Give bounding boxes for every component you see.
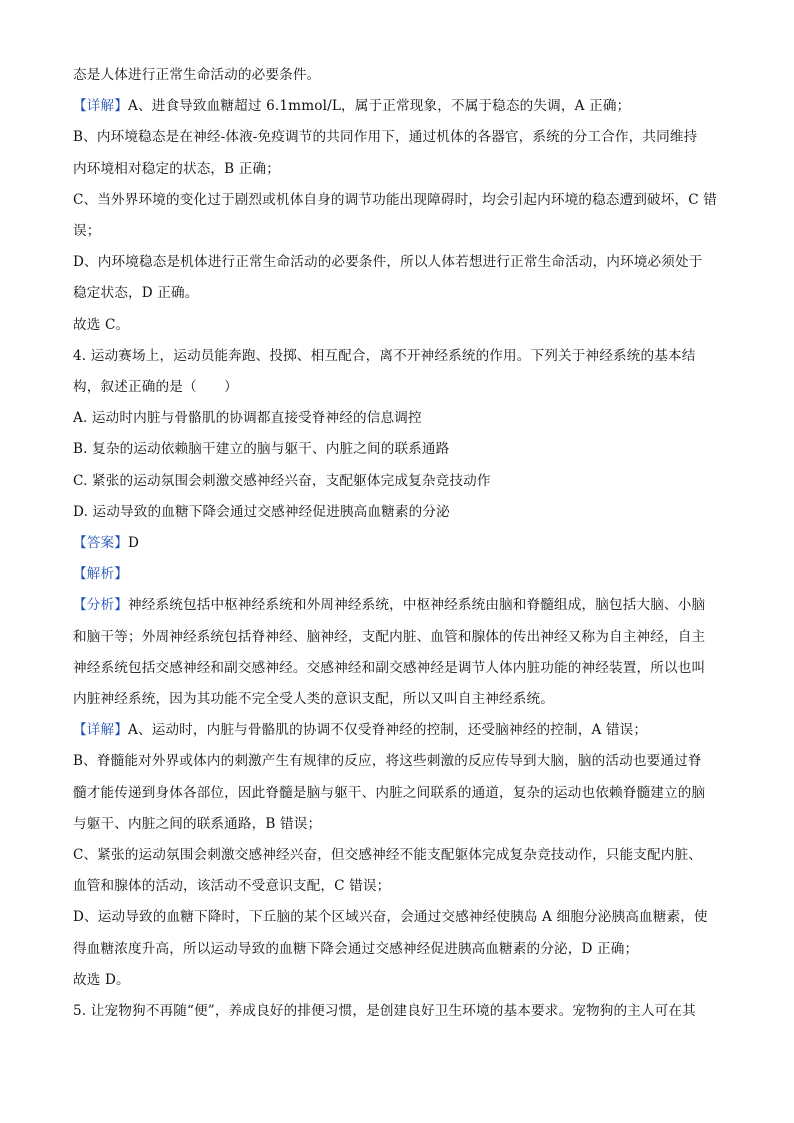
text-line: 【详解】A、进食导致血糖超过 6.1mmol/L，属于正常现象，不属于稳态的失调，A 正确； — [73, 98, 631, 115]
answer-line: 【答案】D — [73, 535, 140, 552]
text-line: 神经系统包括交感神经和副交感神经。交感神经和副交感神经是调节人体内脏功能的神经装置，所以也叫 — [73, 659, 706, 676]
question-stem: 构，叙述正确的是（ ） — [73, 379, 238, 396]
text-line: 稳定状态，D 正确。 — [73, 285, 199, 302]
option-d: D. 运动导致的血糖下降会通过交感神经促进胰高血糖素的分泌 — [73, 503, 450, 520]
question-stem: 5. 让宠物狗不再随“便”，养成良好的排便习惯，是创建良好卫生环境的基本要求。宠物狗的主人可在其 — [73, 1003, 696, 1020]
text-line: 髓才能传递到身体各部位，因此脊髓是脑与躯干、内脏之间联系的通道，复杂的运动也依赖脊髓建立的脑 — [73, 784, 706, 801]
text-line: 与躯干、内脏之间的联系通路，B 错误； — [73, 815, 322, 832]
text-line: 态是人体进行正常生命活动的必要条件。 — [73, 67, 321, 83]
text-line: D、内环境稳态是机体进行正常生命活动的必要条件，所以人体若想进行正常生命活动，内环境必须处于 — [73, 254, 703, 271]
option-b: B. 复杂的运动依赖脑干建立的脑与躯干、内脏之间的联系通路 — [73, 441, 450, 458]
text-line: 【分析】神经系统包括中枢神经系统和外周神经系统，中枢神经系统由脑和脊髓组成，脑包括大脑、小脑 — [73, 597, 706, 614]
question-stem: 4. 运动赛场上，运动员能奔跑、投掷、相互配合，离不开神经系统的作用。下列关于神经系统的基本结 — [73, 347, 696, 364]
text-line: 故选 D。 — [73, 971, 130, 988]
document-page — [73, 60, 723, 1027]
text-line: 得血糖浓度升高，所以运动导致的血糖下降会通过交感神经促进胰高血糖素的分泌，D 正确； — [73, 940, 639, 957]
option-c: C. 紧张的运动氛围会刺激交感神经兴奋，支配躯体完成复杂竞技动作 — [73, 472, 491, 489]
text-line: C、当外界环境的变化过于剧烈或机体自身的调节功能出现障碍时，均会引起内环境的稳态遭到破坏，C 错 — [73, 191, 718, 208]
option-a: A. 运动时内脏与骨骼肌的协调都直接受脊神经的信息调控 — [73, 410, 422, 427]
text-line: 故选 C。 — [73, 316, 130, 333]
text-line: D、运动导致的血糖下降时，下丘脑的某个区域兴奋，会通过交感神经使胰岛 A 细胞分泌胰高血糖素，使 — [73, 909, 708, 926]
text-line: 内环境相对稳定的状态，B 正确； — [73, 160, 281, 177]
analysis-heading — [73, 559, 723, 590]
text-line: 内脏神经系统，因为其功能不完全受人类的意识支配，所以又叫自主神经系统。 — [73, 691, 555, 708]
answer-tag: 【答案】 — [73, 535, 128, 552]
text-line: 血管和腺体的活动，该活动不受意识支配，C 错误； — [73, 878, 391, 895]
section-tag: 【详解】 — [73, 98, 128, 115]
text-line: B、脊髓能对外界或体内的刺激产生有规律的反应，将这些刺激的反应传导到大脑，脑的活动也要通过脊 — [73, 753, 702, 770]
section-tag: 【详解】 — [73, 722, 128, 739]
text-line: 误； — [73, 223, 101, 240]
text-line: B、内环境稳态是在神经-体液-免疫调节的共同作用下，通过机体的各器官，系统的分工合作，共同维持 — [73, 129, 698, 146]
section-tag: 【分析】 — [73, 597, 128, 614]
analysis-tag: 【解析】 — [73, 566, 128, 583]
text-line: 【详解】A、运动时，内脏与骨骼肌的协调不仅受脊神经的控制，还受脑神经的控制，A 错误； — [73, 722, 648, 739]
text-line: C、紧张的运动氛围会刺激交感神经兴奋，但交感神经不能支配躯体完成复杂竞技动作，只能支配内脏、 — [73, 847, 703, 864]
text-line: 和脑干等；外周神经系统包括脊神经、脑神经，支配内脏、血管和腺体的传出神经又称为自主神经，自主 — [73, 628, 706, 645]
